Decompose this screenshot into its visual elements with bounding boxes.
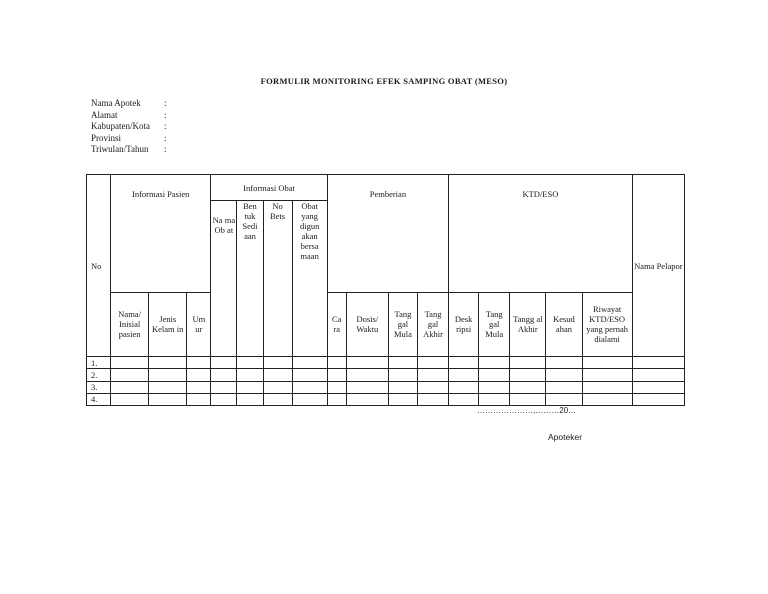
table-cell[interactable] [211,393,237,405]
info-label: Kabupaten/Kota [91,121,150,131]
table-cell[interactable] [632,357,684,369]
table-cell[interactable] [510,381,546,393]
table-cell[interactable] [479,393,510,405]
header-tanggal-mula: Tang gal Mula [388,292,417,357]
table-cell[interactable] [632,369,684,381]
header-dosis-waktu: Dosis/ Waktu [346,292,388,357]
table-cell[interactable] [111,393,149,405]
table-cell[interactable] [417,369,448,381]
info-sep: : [164,121,167,131]
row-number: 3. [87,381,111,393]
table-cell[interactable] [417,357,448,369]
table-cell[interactable] [327,357,346,369]
header-nama-obat: Na ma Ob at [211,201,237,357]
info-label: Triwulan/Tahun [91,144,149,154]
form-title: FORMULIR MONITORING EFEK SAMPING OBAT (MESO) [260,76,508,86]
table-cell[interactable] [263,393,292,405]
table-cell[interactable] [211,381,237,393]
table-cell[interactable] [546,393,582,405]
table-cell[interactable] [111,369,149,381]
table-cell[interactable] [211,357,237,369]
table-cell[interactable] [388,381,417,393]
table-cell[interactable] [292,369,327,381]
table-cell[interactable] [510,357,546,369]
table-row [87,381,685,393]
row-number: 1. [87,357,111,369]
table-cell[interactable] [263,381,292,393]
row-number: 2. [87,369,111,381]
table-cell[interactable] [449,357,479,369]
info-sep: : [164,144,167,154]
header-nama-inisial: Nama/ Inisial pasien [111,292,149,357]
signature-date-line: …………………,………20… [477,406,577,415]
table-row [87,357,685,369]
table-cell[interactable] [479,357,510,369]
table-cell[interactable] [237,381,263,393]
info-row-alamat [91,110,167,122]
table-cell[interactable] [327,393,346,405]
table-cell[interactable] [510,369,546,381]
table-cell[interactable] [479,369,510,381]
header-umur: Um ur [187,292,211,357]
table-cell[interactable] [292,357,327,369]
table-cell[interactable] [449,393,479,405]
table-cell[interactable] [632,381,684,393]
table-cell[interactable] [510,393,546,405]
table-cell[interactable] [292,393,327,405]
table-cell[interactable] [237,369,263,381]
table-cell[interactable] [449,381,479,393]
header-tanggal-akhir: Tang gal Akhir [417,292,448,357]
header-ktd-tanggal-mula: Tang gal Mula [479,292,510,357]
table-cell[interactable] [149,381,187,393]
header-ktd-eso: KTD/ESO [449,175,633,293]
table-cell[interactable] [187,381,211,393]
table-cell[interactable] [187,393,211,405]
header-deskripsi: Desk ripsi [449,292,479,357]
header-informasi-obat: Informasi Obat [211,175,327,201]
table-cell[interactable] [388,393,417,405]
table-cell[interactable] [187,357,211,369]
row-number: 4. [87,393,111,405]
info-row-kabupaten [91,121,167,133]
signature-role: Apoteker [548,432,583,442]
table-cell[interactable] [237,393,263,405]
header-obat-bersamaan: Obat yang digun akan bersa maan [292,201,327,357]
table-cell[interactable] [582,381,632,393]
table-cell[interactable] [111,357,149,369]
table-cell[interactable] [417,393,448,405]
info-sep: : [164,109,167,120]
table-cell[interactable] [263,357,292,369]
info-fields [91,98,167,156]
header-cara: Ca ra [327,292,346,357]
table-cell[interactable] [327,369,346,381]
header-jenis-kelamin: Jenis Kelam in [149,292,187,357]
table-cell[interactable] [346,357,388,369]
header-ktd-tanggal-akhir: Tangg al Akhir [510,292,546,357]
table-cell[interactable] [211,369,237,381]
table-cell[interactable] [388,369,417,381]
table-cell[interactable] [346,381,388,393]
table-cell[interactable] [346,393,388,405]
table-cell[interactable] [149,369,187,381]
table-cell[interactable] [149,357,187,369]
table-cell[interactable] [292,381,327,393]
info-row-provinsi [91,133,167,145]
info-sep: : [164,132,167,143]
table-cell[interactable] [546,369,582,381]
table-cell[interactable] [237,357,263,369]
info-row-triwulan [91,144,167,156]
table-cell[interactable] [111,381,149,393]
table-cell[interactable] [582,357,632,369]
table-cell[interactable] [632,393,684,405]
info-label: Provinsi [91,132,122,143]
info-sep: : [164,98,167,108]
header-no-bets: No Bets [263,201,292,357]
header-pemberian: Pemberian [327,175,448,293]
info-label: Nama Apotek [91,98,141,108]
table-cell[interactable] [479,381,510,393]
table-cell[interactable] [388,357,417,369]
table-cell[interactable] [582,369,632,381]
table-cell[interactable] [546,381,582,393]
table-cell[interactable] [346,369,388,381]
header-nama-pelapor: Nama Pelapor [632,175,684,357]
table-cell[interactable] [582,393,632,405]
table-cell[interactable] [327,381,346,393]
header-bentuk-sediaan: Ben tuk Sedi aan [237,201,263,357]
header-no: No [87,175,111,357]
header-informasi-pasien: Informasi Pasien [111,175,211,293]
info-label: Alamat [91,109,118,120]
meso-table [86,174,685,406]
table-cell[interactable] [546,357,582,369]
table-cell[interactable] [449,369,479,381]
table-cell[interactable] [263,369,292,381]
info-row-nama-apotek [91,98,167,110]
table-row [87,393,685,405]
table-cell[interactable] [187,369,211,381]
table-cell[interactable] [149,393,187,405]
table-row [87,369,685,381]
header-riwayat: Riwayat KTD/ESO yang pernah dialami [582,292,632,357]
table-cell[interactable] [417,381,448,393]
header-kesudahan: Kesud ahan [546,292,582,357]
